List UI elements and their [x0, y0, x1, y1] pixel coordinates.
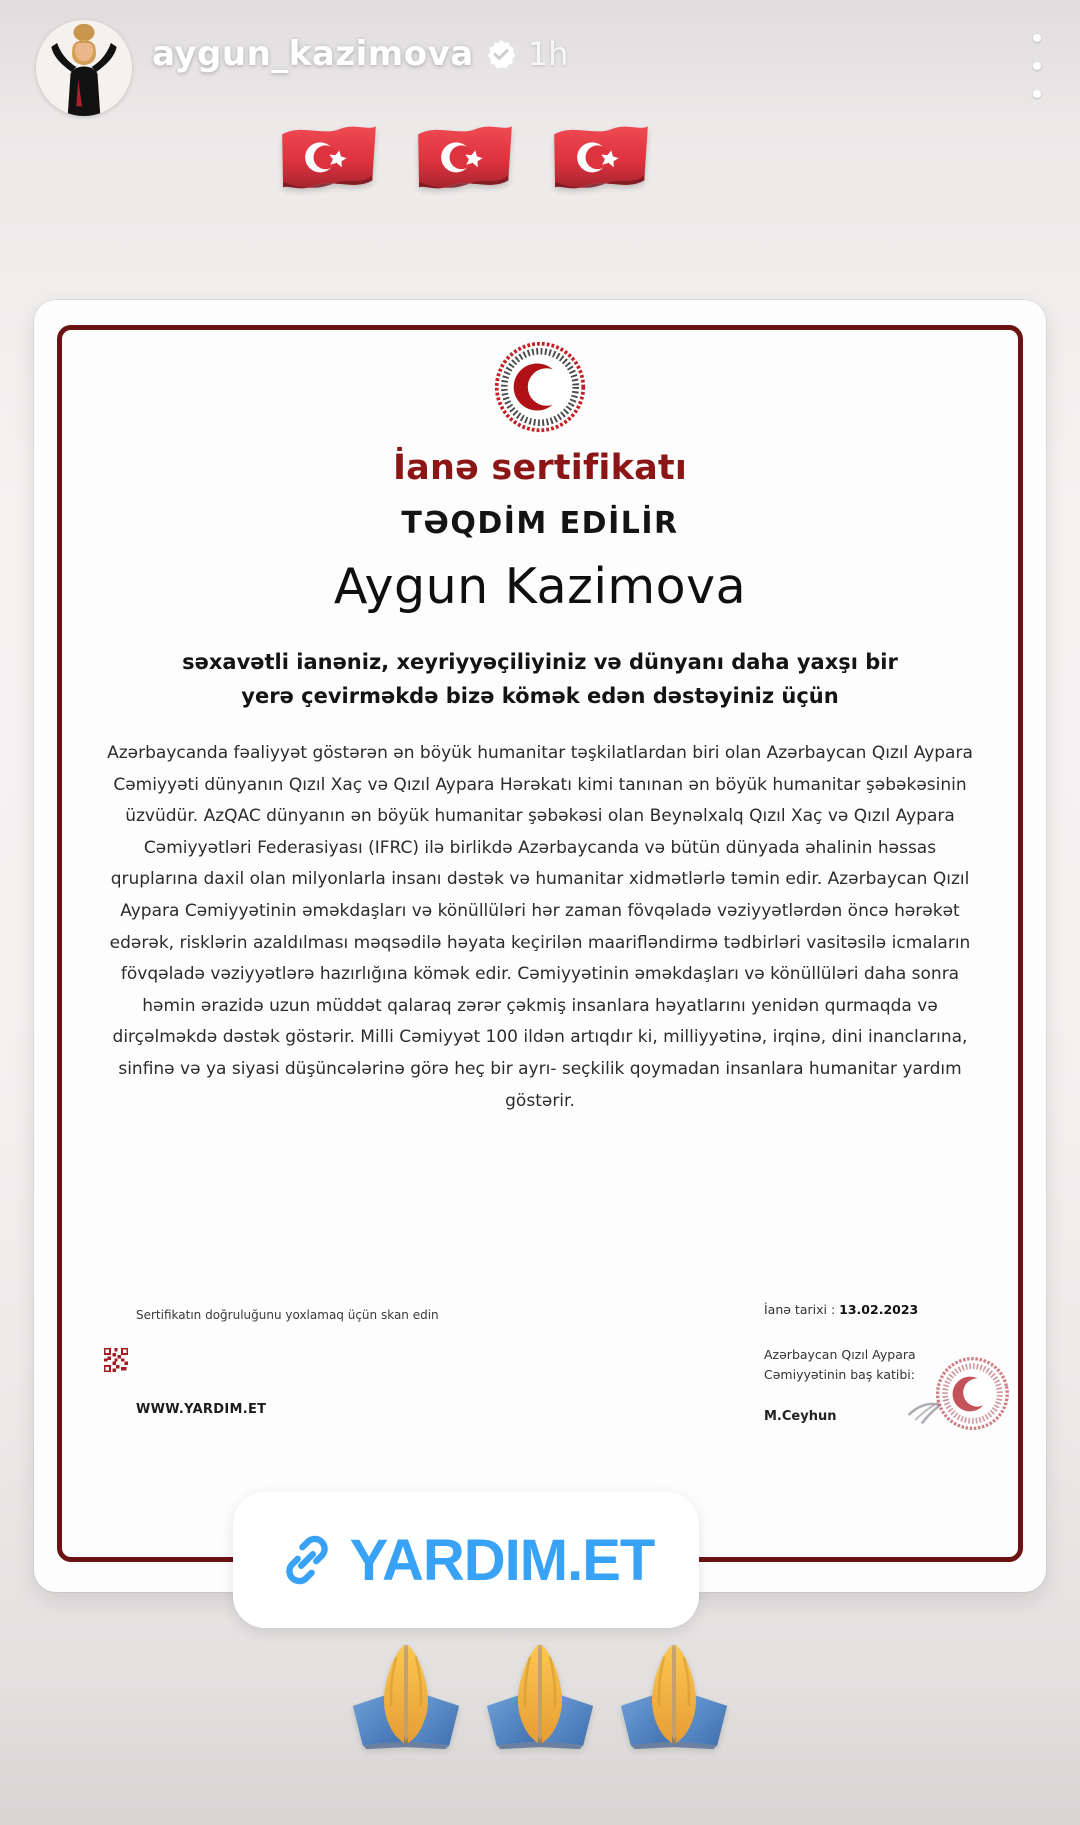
certificate-body-text: Azərbaycanda fəaliyyət göstərən ən böyük humanitar təşkilatlardan biri olan Azərbaycan Qızıl Aypara Cəmiyyəti dünyanın Qızıl Xaç və Qızıl Aypara Hərəkatı kimi tanınan ən böyük humanitar şəbəkəsinin üzvüdür. AzQAC dünyanın ən böyük humanitar şəbəkəsi olan Beynəlxalq Qızıl Xaç və Qızıl Aypara Cəmiyyətləri Federasiyası (IFRC) ilə birlikdə Azərbaycanda və bütün dünyada əhalinin həssas qruplarına daxil olan milyonlarla insanı dəstək və humanitar xidmətlərlə təmin edir. Azərbaycan Qızıl Aypara Cəmiyyətinin əməkdaşları və könüllüləri hər zaman fövqəladə vəziyyətlərdən öncə hərəkət edərək, risklərin azaldılması məqsədilə həyata keçirilən maarifləndirmə tədbirləri vasitəsilə icmaların fövqəladə vəziyyətlərə hazırlığına kömək edir. Cəmiyyətinin əməkdaşları və könüllüləri daha sonra həmin ərazidə uzun müddət qalaraq zərər çəkmiş insanlara həyatlarını yenidən qurmaqda və dirçəlməkdə dəstək göstərir. Milli Cəmiyyət 100 ildən artıqdır ki, milliyyətinə, irqinə, dini inanclarına, sinfinə və ya siyasi düşüncələrinə görə heç bir ayrı- seçkilik qoymadan insanlara humanitar yardım göstərir. [107, 743, 973, 1111]
kebab-menu-icon[interactable] [1022, 34, 1052, 98]
username[interactable]: aygun_kazimova [152, 34, 474, 74]
presented-label: TƏQDİM EDİLİR [401, 506, 679, 541]
link-sticker[interactable] [233, 1492, 699, 1628]
scan-note: Sertifikatın doğruluğunu yoxlamaq üçün skan edin [136, 1308, 439, 1322]
link-chain-icon [278, 1531, 336, 1589]
story-timestamp: 1h [527, 35, 569, 73]
donation-certificate [34, 300, 1046, 1592]
donation-date-label: İanə tarixi : [764, 1302, 836, 1317]
certificate-title: İanə sertifikatı [392, 448, 688, 488]
turkish-flag-emoji [276, 120, 382, 200]
red-crescent-seal-icon [902, 1348, 1018, 1444]
folded-hands-emoji [615, 1642, 733, 1754]
avatar[interactable] [36, 20, 132, 116]
secretary-name: M.Ceyhun [764, 1409, 837, 1424]
red-crescent-logo-icon [493, 340, 587, 434]
verified-badge-icon [486, 39, 516, 69]
turkish-flag-emoji [548, 120, 654, 200]
flag-emoji-row [0, 120, 1005, 200]
certificate-subtitle: səxavətli ianəniz, xeyriyyəçiliyiniz və dünyanı daha yaxşı bir yerə çevirməkdə bizə kömək edən dəstəyiniz üçün [182, 650, 898, 708]
profile-photo [36, 20, 132, 116]
folded-hands-emoji [347, 1642, 465, 1754]
issuer-title: Azərbaycan Qızıl Aypara Cəmiyyətinin baş katibi: [764, 1347, 916, 1382]
qr-code-icon [104, 1348, 128, 1372]
pray-emoji-row [0, 1642, 1080, 1754]
certificate-website: WWW.YARDIM.ET [136, 1402, 267, 1417]
donation-date-value: 13.02.2023 [839, 1302, 919, 1317]
recipient-name: Aygun Kazimova [333, 558, 747, 615]
turkish-flag-emoji [412, 120, 518, 200]
story-header [0, 0, 1080, 130]
folded-hands-emoji [481, 1642, 599, 1754]
donation-date-line [764, 1302, 1024, 1317]
link-sticker-label: YARDIM.ET [349, 1527, 655, 1593]
